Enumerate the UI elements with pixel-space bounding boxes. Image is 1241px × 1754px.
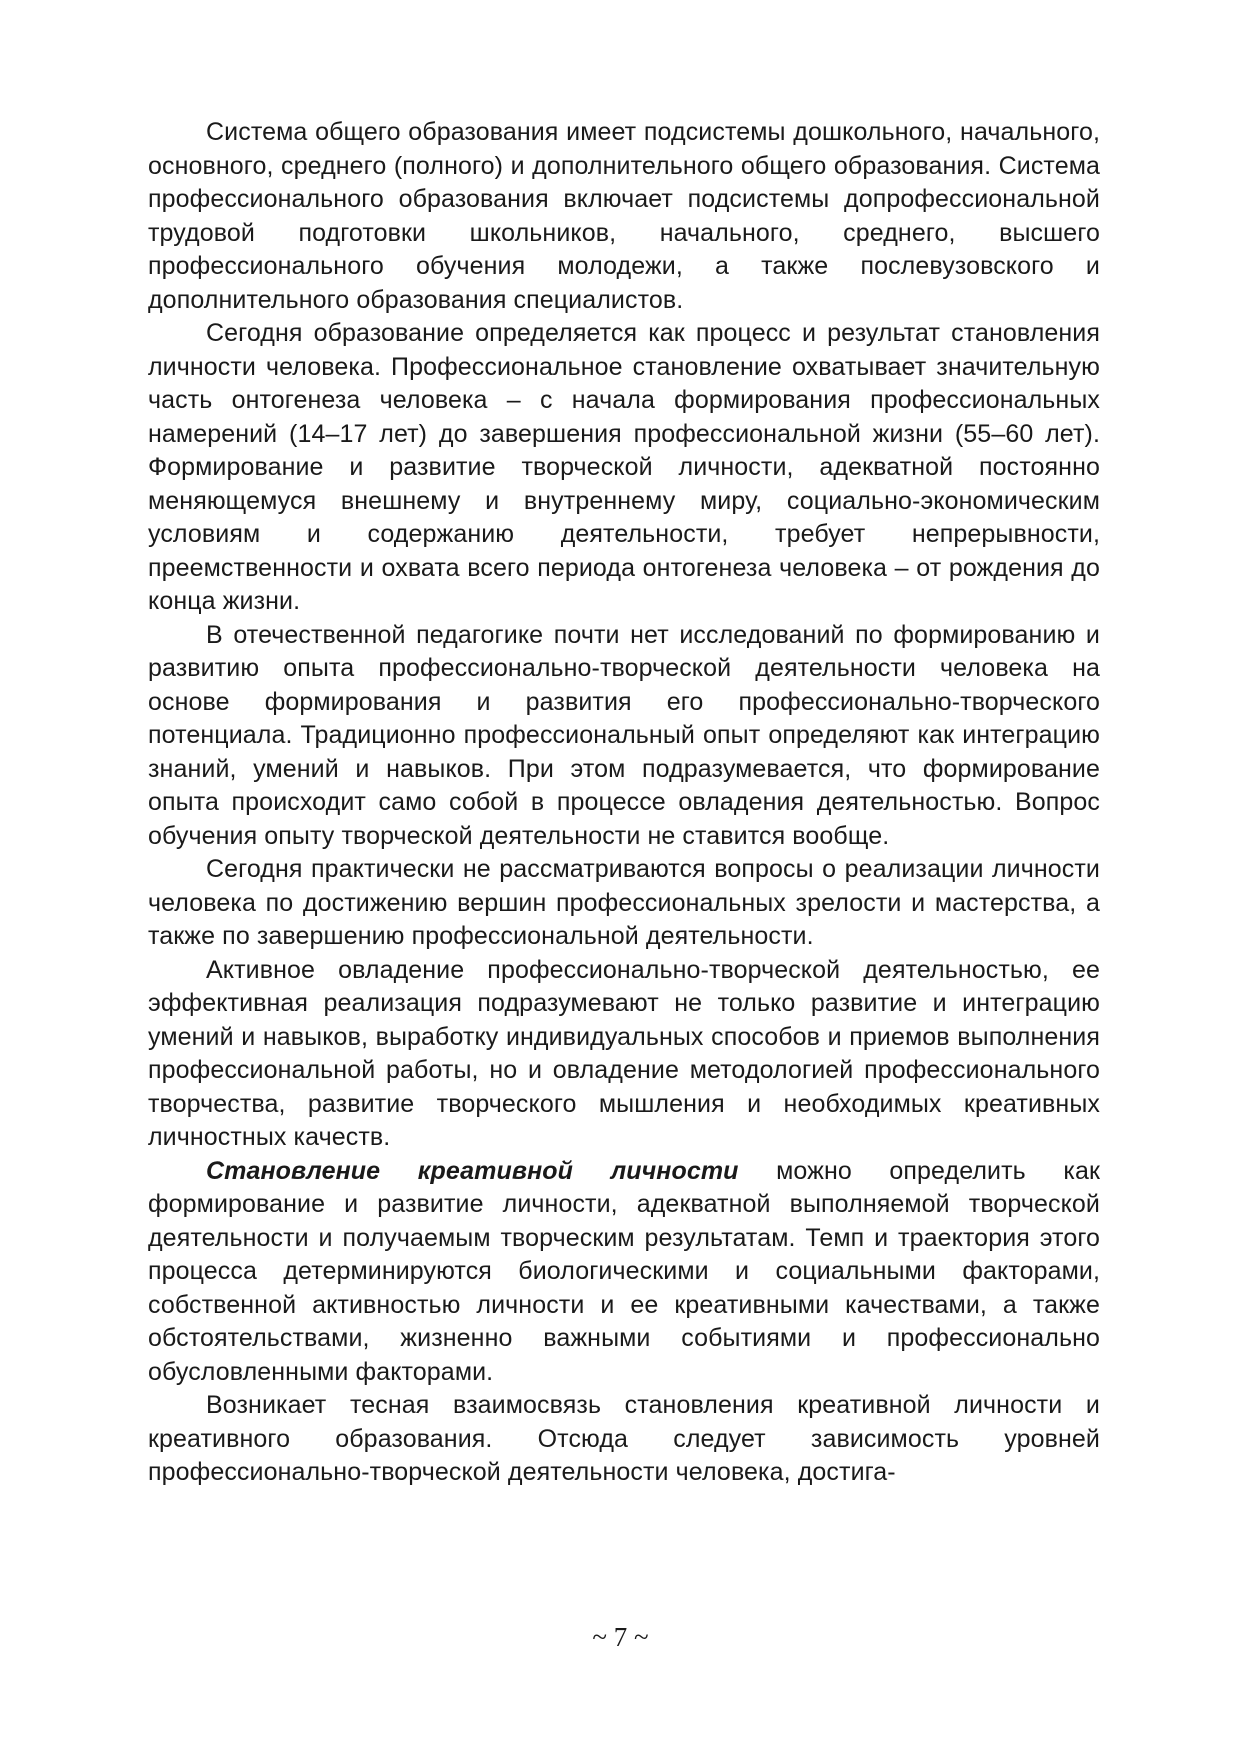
paragraph-creative-personality <box>148 1155 1100 1390</box>
document-body <box>148 116 1100 1490</box>
paragraph-personal-formation: Сегодня образование определяется как процесс и результат становления личности человека. Профессиональное становление охватывает значительную часть онтогенеза человека – с начала формирования профессиональных намерений (14–17 лет) до завершения профессиональной жизни (55–60 лет). Формирование и развитие творческой личности, адекватной постоянно меняющемуся внешнему и внутреннему миру, социально-экономическим условиям и содержанию деятельности, требует непрерывности, преемственности и охвата всего периода онтогенеза человека – от рождения до конца жизни. <box>148 319 1100 615</box>
creative-personality-term: Становление креативной личности <box>206 1156 739 1185</box>
paragraph-interrelation: Возникает тесная взаимосвязь становления креативной личности и креативного образования. Отсюда следует зависимость уровней профессионально-творческой деятельности человека, достига- <box>148 1391 1100 1486</box>
paragraph-active-mastery: Активное овладение профессионально-творческой деятельностью, ее эффективная реализация подразумевают не только развитие и интеграцию умений и навыков, выработку индивидуальных способов и приемов выполнения профессиональной работы, но и овладение методологией профессионального творчества, развитие творческого мышления и необходимых креативных личностных качеств. <box>148 955 1100 1151</box>
creative-personality-definition: можно определить как формирование и развитие личности, адекватной выполняемой творческой деятельности и получаемым творческим результатам. Темп и траектория этого процесса детерминируются биологическими и социальными факторами, собственной активностью личности и ее креативными качествами, а также обстоятельствами, жизненно важными событиями и профессионально обусловленными факторами. <box>148 1156 1100 1386</box>
paragraph-realization-issues: Сегодня практически не рассматриваются вопросы о реализации личности человека по достижению вершин профессиональных зрелости и мастерства, а также по завершению профессиональной деятельности. <box>148 855 1100 950</box>
paragraph-domestic-pedagogy: В отечественной педагогике почти нет исследований по формированию и развитию опыта профессионально-творческой деятельности человека на основе формирования и развития его профессионально-творческого потенциала. Традиционно профессиональный опыт определяют как интеграцию знаний, умений и навыков. При этом подразумевается, что формирование опыта происходит само собой в процессе овладения деятельностью. Вопрос обучения опыту творческой деятельности не ставится вообще. <box>148 620 1100 850</box>
page-number: ~ 7 ~ <box>592 1622 649 1652</box>
paragraph-education-system: Система общего образования имеет подсистемы дошкольного, начального, основного, среднего (полного) и дополнительного общего образования. Система профессионального образования включает подсистемы допрофессиональной трудовой подготовки школьников, начального, среднего, высшего профессионального обучения молодежи, а также послевузовского и дополнительного образования специалистов. <box>148 118 1100 314</box>
